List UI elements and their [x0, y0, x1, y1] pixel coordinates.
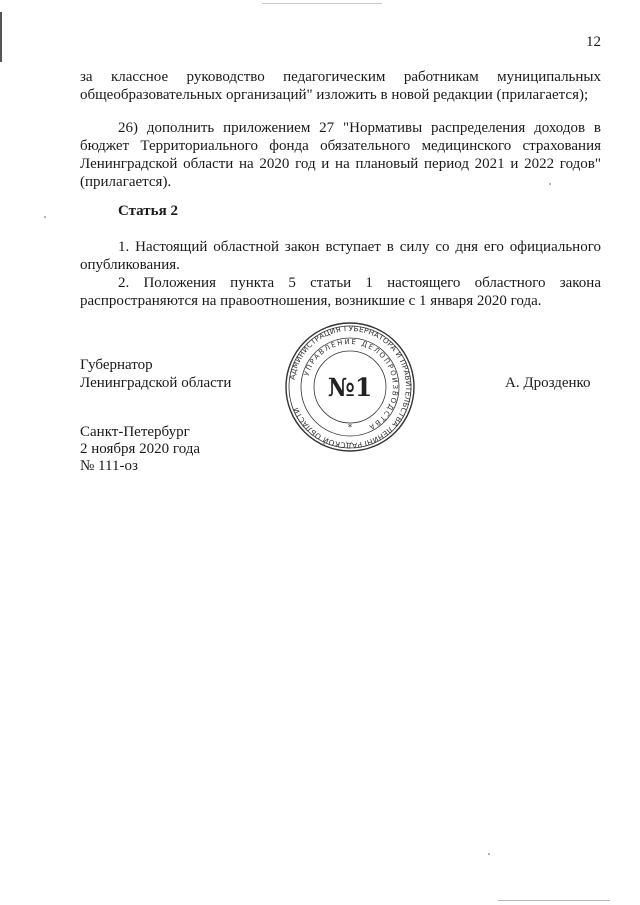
seal-inner-text: УПРАВЛЕНИЕ ДЕЛОПРОИЗВОДСТВА — [302, 337, 400, 432]
signatory-title-line-1: Губернатор — [80, 357, 153, 373]
signatory-title — [80, 356, 231, 392]
official-seal-stamp — [283, 320, 417, 454]
scan-artifact-bottom-line — [498, 900, 610, 901]
scan-speck — [44, 216, 46, 218]
seal-center-number: №1 — [327, 373, 373, 402]
scan-speck — [488, 853, 490, 855]
document-date: 2 ноября 2020 года — [80, 441, 201, 457]
page-number: 12 — [586, 34, 601, 50]
signatory-name: А. Дрозденко — [505, 375, 591, 391]
scan-artifact-top-line — [262, 3, 382, 4]
law-number: № 111-оз — [80, 458, 138, 474]
signatory-title-line-2: Ленинградской области — [80, 375, 232, 391]
article-paragraph-1: 1. Настоящий областной закон вступает в силу со дня его официального опубликования. — [80, 239, 601, 273]
article-paragraph-2: 2. Положения пункта 5 статьи 1 настоящего областного закона распространяются на правоотношения, возникшие с 1 января 2020 года. — [80, 275, 601, 309]
paragraph-continuation: за классное руководство педагогическим работникам муниципальных общеобразовательных организаций" изложить в новой редакции (прилагается); — [80, 69, 601, 103]
place-city: Санкт-Петербург — [80, 424, 190, 440]
paragraph-item-26: 26) дополнить приложением 27 "Нормативы распределения доходов в бюджет Территориального фонда обязательного медицинского страхования Ленинградской области на 2020 год и на плановый период 2021 и 2022 годов" (прилагается). — [80, 120, 601, 190]
seal-star-icon: * — [347, 423, 353, 433]
seal-outer-text: АДМИНИСТРАЦИЯ ГУБЕРНАТОРА И ПРАВИТЕЛЬСТВА ЛЕНИНГРАДСКОЙ ОБЛАСТИ — [287, 323, 414, 451]
place-date-block — [80, 424, 200, 475]
article-heading: Статья 2 — [118, 203, 178, 219]
scan-artifact-left-edge — [0, 12, 2, 62]
